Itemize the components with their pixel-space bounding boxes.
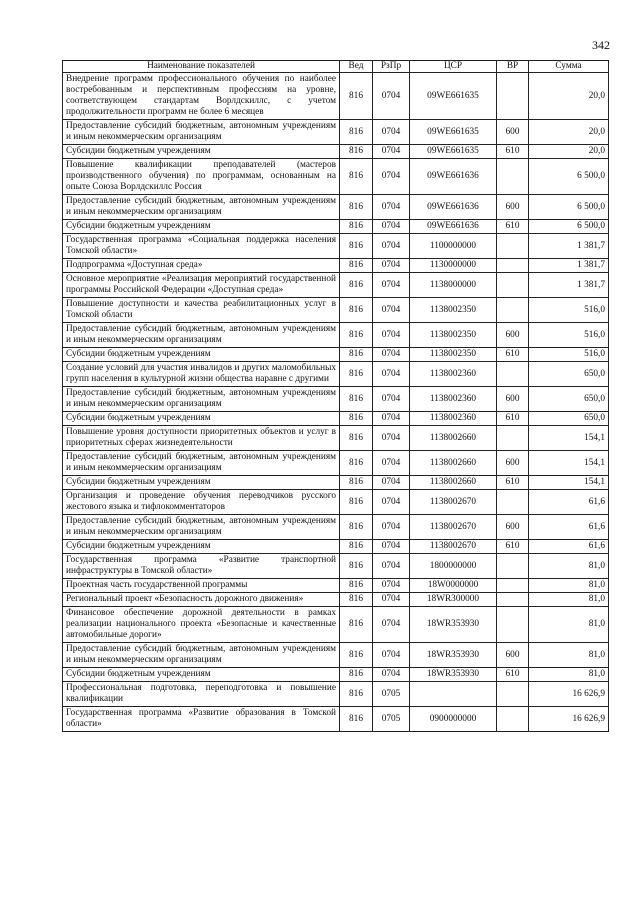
cell-csr: 18WR300000 <box>410 593 497 607</box>
cell-vr <box>497 579 529 593</box>
cell-ved: 816 <box>340 273 373 298</box>
cell-ved: 816 <box>340 220 373 234</box>
cell-rzpr: 0704 <box>373 607 410 643</box>
header-name: Наименование показателей <box>63 61 340 73</box>
table-row <box>63 298 609 323</box>
header-rzpr: РзПр <box>373 61 410 73</box>
cell-vr <box>497 707 529 732</box>
cell-sum: 81,0 <box>529 607 609 643</box>
cell-ved: 816 <box>340 348 373 362</box>
table-header-row <box>63 61 609 73</box>
cell-name: Предоставление субсидий бюджетным, автономным учреждениям и иным некоммерческим организациям <box>63 387 340 412</box>
cell-rzpr: 0704 <box>373 451 410 476</box>
cell-rzpr: 0704 <box>373 643 410 668</box>
table-row <box>63 426 609 451</box>
cell-sum: 81,0 <box>529 643 609 668</box>
cell-name: Субсидии бюджетным учреждениям <box>63 540 340 554</box>
cell-rzpr: 0704 <box>373 412 410 426</box>
cell-sum: 61,6 <box>529 540 609 554</box>
cell-csr: 1138002360 <box>410 362 497 387</box>
table-row <box>63 607 609 643</box>
cell-name: Предоставление субсидий бюджетным, автономным учреждениям и иным некоммерческим организациям <box>63 643 340 668</box>
cell-name: Региональный проект «Безопасность дорожного движения» <box>63 593 340 607</box>
cell-csr: 1100000000 <box>410 234 497 259</box>
table-row <box>63 348 609 362</box>
cell-ved: 816 <box>340 515 373 540</box>
cell-ved: 816 <box>340 476 373 490</box>
cell-sum: 650,0 <box>529 412 609 426</box>
cell-ved: 816 <box>340 607 373 643</box>
table-row <box>63 323 609 348</box>
header-csr: ЦСР <box>410 61 497 73</box>
cell-ved: 816 <box>340 451 373 476</box>
table-row <box>63 707 609 732</box>
cell-csr: 1138002670 <box>410 540 497 554</box>
table-row <box>63 159 609 195</box>
cell-csr: 18W0000000 <box>410 579 497 593</box>
table-row <box>63 387 609 412</box>
cell-rzpr: 0704 <box>373 540 410 554</box>
cell-sum: 154,1 <box>529 451 609 476</box>
table-row <box>63 554 609 579</box>
header-sum: Сумма <box>529 61 609 73</box>
table-row <box>63 362 609 387</box>
cell-ved: 816 <box>340 159 373 195</box>
cell-rzpr: 0704 <box>373 273 410 298</box>
cell-vr: 600 <box>497 387 529 412</box>
cell-vr: 600 <box>497 120 529 145</box>
cell-name: Предоставление субсидий бюджетным, автономным учреждениям и иным некоммерческим организациям <box>63 451 340 476</box>
cell-rzpr: 0704 <box>373 362 410 387</box>
table-row <box>63 259 609 273</box>
cell-sum: 650,0 <box>529 387 609 412</box>
cell-rzpr: 0704 <box>373 195 410 220</box>
table-row <box>63 579 609 593</box>
table-row <box>63 234 609 259</box>
cell-name: Субсидии бюджетным учреждениям <box>63 145 340 159</box>
cell-vr: 610 <box>497 668 529 682</box>
cell-sum: 16 626,9 <box>529 682 609 707</box>
cell-csr: 1800000000 <box>410 554 497 579</box>
table-row <box>63 643 609 668</box>
cell-ved: 816 <box>340 412 373 426</box>
cell-vr: 600 <box>497 515 529 540</box>
cell-sum: 6 500,0 <box>529 220 609 234</box>
cell-vr <box>497 273 529 298</box>
cell-name: Основное мероприятие «Реализация мероприятий государственной программы Российской Федерации «Доступная среда» <box>63 273 340 298</box>
cell-ved: 816 <box>340 298 373 323</box>
table-row <box>63 682 609 707</box>
cell-rzpr: 0704 <box>373 554 410 579</box>
cell-rzpr: 0704 <box>373 593 410 607</box>
table-row <box>63 593 609 607</box>
cell-rzpr: 0704 <box>373 387 410 412</box>
table-row <box>63 273 609 298</box>
cell-name: Государственная программа «Развитие образования в Томской области» <box>63 707 340 732</box>
cell-csr: 09WE661636 <box>410 159 497 195</box>
cell-vr <box>497 490 529 515</box>
cell-name: Субсидии бюджетным учреждениям <box>63 476 340 490</box>
table-row <box>63 515 609 540</box>
cell-name: Предоставление субсидий бюджетным, автономным учреждениям и иным некоммерческим организациям <box>63 515 340 540</box>
cell-ved: 816 <box>340 643 373 668</box>
cell-sum: 61,6 <box>529 515 609 540</box>
cell-ved: 816 <box>340 579 373 593</box>
table-row <box>63 490 609 515</box>
cell-vr <box>497 259 529 273</box>
cell-rzpr: 0704 <box>373 426 410 451</box>
cell-vr <box>497 73 529 120</box>
cell-vr: 610 <box>497 540 529 554</box>
cell-sum: 516,0 <box>529 348 609 362</box>
cell-csr: 1138000000 <box>410 273 497 298</box>
cell-csr: 09WE661636 <box>410 220 497 234</box>
cell-vr: 610 <box>497 412 529 426</box>
cell-name: Проектная часть государственной программы <box>63 579 340 593</box>
cell-name: Создание условий для участия инвалидов и других маломобильных групп населения в культурной жизни общества наравне с другими <box>63 362 340 387</box>
cell-ved: 816 <box>340 668 373 682</box>
cell-rzpr: 0704 <box>373 120 410 145</box>
cell-csr: 1138002350 <box>410 323 497 348</box>
cell-rzpr: 0704 <box>373 668 410 682</box>
cell-csr: 18WR353930 <box>410 643 497 668</box>
cell-sum: 81,0 <box>529 668 609 682</box>
cell-name: Государственная программа «Развитие транспортной инфраструктуры в Томской области» <box>63 554 340 579</box>
cell-vr: 610 <box>497 145 529 159</box>
cell-name: Предоставление субсидий бюджетным, автономным учреждениям и иным некоммерческим организациям <box>63 120 340 145</box>
cell-csr: 1138002670 <box>410 490 497 515</box>
cell-vr <box>497 298 529 323</box>
cell-name: Субсидии бюджетным учреждениям <box>63 412 340 426</box>
table-row <box>63 668 609 682</box>
cell-name: Субсидии бюджетным учреждениям <box>63 220 340 234</box>
cell-rzpr: 0704 <box>373 73 410 120</box>
cell-ved: 816 <box>340 145 373 159</box>
cell-sum: 20,0 <box>529 73 609 120</box>
cell-rzpr: 0704 <box>373 234 410 259</box>
cell-name: Организация и проведение обучения переводчиков русского жестового языка и тифлокомментаторов <box>63 490 340 515</box>
budget-table <box>62 60 609 732</box>
cell-vr <box>497 426 529 451</box>
cell-sum: 1 381,7 <box>529 234 609 259</box>
table-row <box>63 145 609 159</box>
cell-rzpr: 0704 <box>373 159 410 195</box>
cell-ved: 816 <box>340 490 373 515</box>
table-row <box>63 412 609 426</box>
cell-vr <box>497 362 529 387</box>
cell-sum: 6 500,0 <box>529 195 609 220</box>
cell-csr <box>410 682 497 707</box>
cell-csr: 1138002360 <box>410 387 497 412</box>
cell-name: Государственная программа «Социальная поддержка населения Томской области» <box>63 234 340 259</box>
cell-vr <box>497 554 529 579</box>
table-row <box>63 195 609 220</box>
table-row <box>63 540 609 554</box>
cell-name: Предоставление субсидий бюджетным, автономным учреждениям и иным некоммерческим организациям <box>63 323 340 348</box>
cell-name: Субсидии бюджетным учреждениям <box>63 348 340 362</box>
cell-name: Повышение доступности и качества реабилитационных услуг в Томской области <box>63 298 340 323</box>
cell-name: Финансовое обеспечение дорожной деятельности в рамках реализации национального проекта «Безопасные и качественные автомобильные дороги» <box>63 607 340 643</box>
page-number: 342 <box>592 38 610 52</box>
cell-ved: 816 <box>340 195 373 220</box>
cell-vr: 600 <box>497 323 529 348</box>
cell-sum: 154,1 <box>529 476 609 490</box>
cell-csr: 09WE661636 <box>410 195 497 220</box>
cell-vr: 610 <box>497 348 529 362</box>
cell-sum: 20,0 <box>529 120 609 145</box>
cell-csr: 18WR353930 <box>410 607 497 643</box>
cell-rzpr: 0704 <box>373 490 410 515</box>
table-row <box>63 476 609 490</box>
table-row <box>63 120 609 145</box>
cell-rzpr: 0704 <box>373 515 410 540</box>
cell-ved: 816 <box>340 323 373 348</box>
cell-rzpr: 0705 <box>373 682 410 707</box>
cell-csr: 1130000000 <box>410 259 497 273</box>
cell-ved: 816 <box>340 593 373 607</box>
cell-vr: 610 <box>497 220 529 234</box>
cell-sum: 1 381,7 <box>529 259 609 273</box>
cell-rzpr: 0704 <box>373 476 410 490</box>
cell-name: Субсидии бюджетным учреждениям <box>63 668 340 682</box>
cell-vr <box>497 607 529 643</box>
cell-vr: 600 <box>497 451 529 476</box>
cell-csr: 1138002660 <box>410 476 497 490</box>
cell-ved: 816 <box>340 554 373 579</box>
cell-sum: 650,0 <box>529 362 609 387</box>
cell-name: Профессиональная подготовка, переподготовка и повышение квалификации <box>63 682 340 707</box>
cell-name: Подпрограмма «Доступная среда» <box>63 259 340 273</box>
cell-ved: 816 <box>340 426 373 451</box>
cell-csr: 1138002660 <box>410 426 497 451</box>
cell-csr: 1138002360 <box>410 412 497 426</box>
cell-vr <box>497 159 529 195</box>
cell-rzpr: 0704 <box>373 259 410 273</box>
cell-sum: 16 626,9 <box>529 707 609 732</box>
cell-sum: 61,6 <box>529 490 609 515</box>
cell-sum: 81,0 <box>529 554 609 579</box>
cell-csr: 0900000000 <box>410 707 497 732</box>
cell-sum: 154,1 <box>529 426 609 451</box>
cell-csr: 1138002350 <box>410 298 497 323</box>
cell-csr: 09WE661635 <box>410 145 497 159</box>
cell-ved: 816 <box>340 73 373 120</box>
cell-rzpr: 0704 <box>373 323 410 348</box>
cell-vr: 610 <box>497 476 529 490</box>
cell-ved: 816 <box>340 707 373 732</box>
cell-csr: 09WE661635 <box>410 73 497 120</box>
cell-vr: 600 <box>497 643 529 668</box>
cell-csr: 1138002660 <box>410 451 497 476</box>
cell-sum: 516,0 <box>529 323 609 348</box>
cell-vr <box>497 682 529 707</box>
cell-csr: 1138002670 <box>410 515 497 540</box>
cell-csr: 18WR353930 <box>410 668 497 682</box>
cell-rzpr: 0704 <box>373 298 410 323</box>
cell-sum: 6 500,0 <box>529 159 609 195</box>
cell-name: Предоставление субсидий бюджетным, автономным учреждениям и иным некоммерческим организациям <box>63 195 340 220</box>
cell-csr: 1138002350 <box>410 348 497 362</box>
cell-sum: 516,0 <box>529 298 609 323</box>
cell-vr <box>497 593 529 607</box>
cell-vr <box>497 234 529 259</box>
cell-ved: 816 <box>340 120 373 145</box>
cell-ved: 816 <box>340 362 373 387</box>
table-row <box>63 220 609 234</box>
cell-rzpr: 0704 <box>373 579 410 593</box>
cell-ved: 816 <box>340 234 373 259</box>
cell-sum: 81,0 <box>529 579 609 593</box>
cell-ved: 816 <box>340 259 373 273</box>
cell-sum: 1 381,7 <box>529 273 609 298</box>
cell-ved: 816 <box>340 387 373 412</box>
cell-ved: 816 <box>340 682 373 707</box>
header-ved: Вед <box>340 61 373 73</box>
cell-rzpr: 0704 <box>373 348 410 362</box>
table-row <box>63 451 609 476</box>
cell-vr: 600 <box>497 195 529 220</box>
cell-sum: 20,0 <box>529 145 609 159</box>
cell-name: Повышение квалификации преподавателей (мастеров производственного обучения) по программам, основанным на опыте Союза Ворлдскиллс Россия <box>63 159 340 195</box>
cell-name: Повышение уровня доступности приоритетных объектов и услуг в приоритетных сферах жизнедеятельности <box>63 426 340 451</box>
table-row <box>63 73 609 120</box>
cell-csr: 09WE661635 <box>410 120 497 145</box>
cell-sum: 81,0 <box>529 593 609 607</box>
cell-rzpr: 0704 <box>373 220 410 234</box>
header-vr: ВР <box>497 61 529 73</box>
cell-name: Внедрение программ профессионального обучения по наиболее востребованным и перспективным профессиям на уровне, соответствующем стандартам Ворлдскиллс, с учетом продолжительности программ не более 6 месяцев <box>63 73 340 120</box>
cell-ved: 816 <box>340 540 373 554</box>
cell-rzpr: 0705 <box>373 707 410 732</box>
cell-rzpr: 0704 <box>373 145 410 159</box>
